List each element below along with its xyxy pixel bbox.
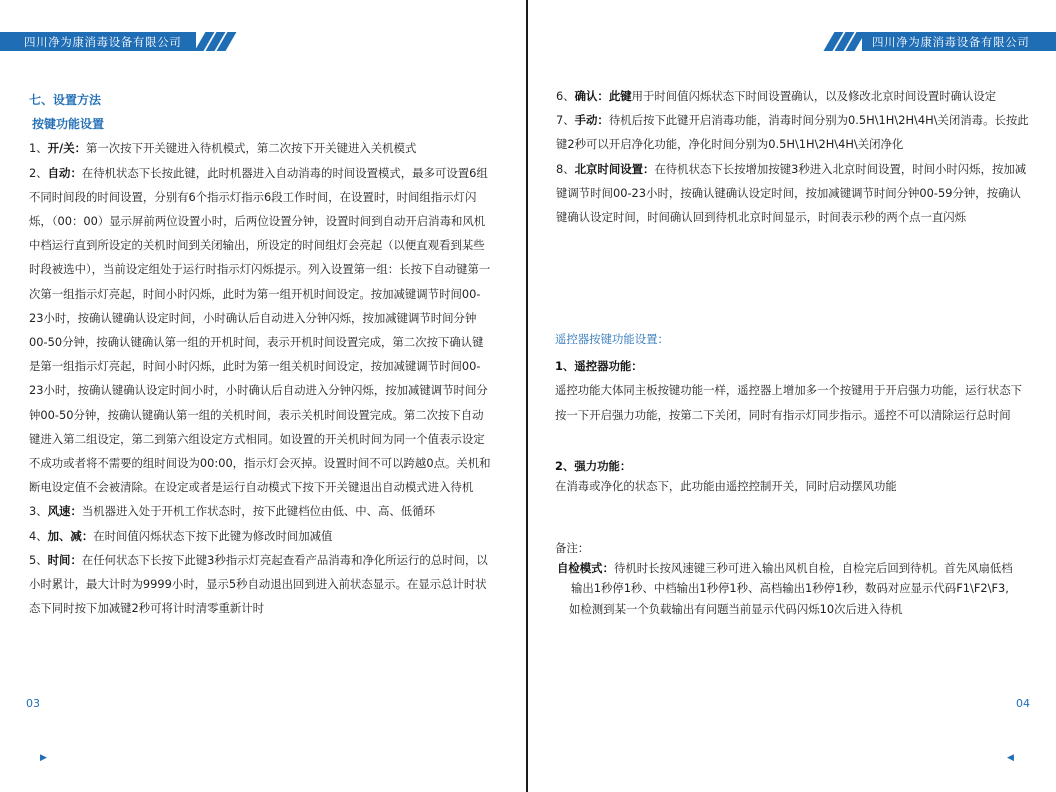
note-line: 自检模式：待机时长按风速键三秒可进入输出风机自检，自检完后回到待机。首先风扇低档 <box>557 561 1013 575</box>
header-bar-left <box>0 32 196 51</box>
header-bar-right <box>862 32 1056 51</box>
section-title: 七、设置方法 <box>29 93 102 107</box>
note-title: 备注： <box>555 541 590 555</box>
subsection-title: 按键功能设置 <box>32 117 105 132</box>
next-page-arrow-icon[interactable]: ▶ <box>40 753 47 763</box>
note-line: 输出1秒停1秒、中档输出1秒停1秒、高档输出1秒停1秒，数码对应显示代码F1\F2\F3, <box>571 581 1009 595</box>
left-page <box>0 0 527 792</box>
page-divider <box>526 0 528 792</box>
right-page <box>529 0 1056 792</box>
list-item: 4、加、减：在时间值闪烁状态下按下此键为修改时间加减值 <box>29 528 333 543</box>
page-number-left: 03 <box>26 697 40 710</box>
note-line: 如检测到某一个负载输出有问题当前显示代码闪烁10次后进入待机 <box>569 602 903 616</box>
list-item: 2、自动：在待机状态下长按此键，此时机器进入自动消毒的时间设置模式，最多可设置6组不同时间段的时间设置，分别有6个指示灯指示6段工作时间，在设置时，时间组指示灯闪烁，（00：00）显示屏前两位设置小时，后两位设置分钟，设置时间到自动开启消毒和风机中档运行直到所设定的关机时间到关闭输出，所设定的时间组灯会亮起（以便直观看到某些时段被选中），当前设定组处于运行时指示灯闪烁提示。列入设置第一组：长按下自动键第一次第一组指示灯亮起，时间小时闪烁，此时为第一组开机时间设定。按加减键调节时间00-23小时，按确认键确认设定时间，小时确认后自动进入分钟闪烁，按加减键调节时间分钟00-50分钟，按确认键确认第一组的开机时间，表示开机时间设置完成，第二次按下确认键是第一组指示灯亮起，时间小时闪烁，此时为第一组关机时间设定，按加减键调节时间00-23小时，按确认键确认设定时间小时，小时确认后自动进入分钟闪烁，按加减键调节时间分钟00-50分钟，按确认键确认第一组的关机时间，表示关机时间设置完成。第二次按下自动键进入第二组设定，第二到第六组设定方式相同。如设置的开关机时间为同一个值表示设定不成功或者将不需要的组时间设为00:00，指示灯会灭掉。设置时间不可以跨越0点。关机和断电设定值不会被清除。在设定或者是运行自动模式下按下开关键退出自动模式进入待机 <box>29 165 491 495</box>
list-item: 8、北京时间设置：在待机状态下长按增加按键3秒进入北京时间设置，时间小时闪烁，按加减键调节时间00-23小时，按确认键确认设定时间，按加减键调节时间分钟00-59分钟，按确认键确认设定时间，时间确认回到待机北京时间显示，时间表示秒的两个点一直闪烁 <box>556 161 1027 225</box>
list-item: 7、手动：待机后按下此键开启消毒功能，消毒时间分别为0.5H\1H\2H\4H\关闭消毒。长按此键2秒可以开启净化功能，净化时间分别为0.5H\1H\2H\4H\关闭净化 <box>556 113 1029 152</box>
list-item: 3、风速：当机器进入处于开机工作状态时，按下此键档位由低、中、高、低循环 <box>29 504 435 519</box>
company-name-right: 四川净为康消毒设备有限公司 <box>872 35 1030 49</box>
list-item: 1、开/关：第一次按下开关键进入待机模式，第二次按下开关键进入关机模式 <box>29 141 417 156</box>
right-content <box>556 84 1031 229</box>
remote-item1-heading: 1、遥控器功能： <box>555 359 643 373</box>
remote-section-title: 遥控器按键功能设置： <box>555 332 669 346</box>
page-number-right: 04 <box>1016 697 1030 710</box>
remote-item2-text: 在消毒或净化的状态下，此功能由遥控控制开关，同时启动摆风功能 <box>555 479 897 493</box>
remote-item2-heading: 2、强力功能： <box>555 459 632 473</box>
list-item: 6、确认：此键用于时间值闪烁状态下时间设置确认，以及修改北京时间设置时确认设定 <box>556 89 997 103</box>
remote-item1-text: 遥控功能大体同主板按键功能一样，遥控器上增加多一个按键用于开启强力功能，运行状态下按一下开启强力功能，按第二下关闭，同时有指示灯同步指示。遥控不可以清除运行总时间 <box>555 383 1023 422</box>
company-name-left: 四川净为康消毒设备有限公司 <box>24 35 182 49</box>
left-content <box>29 88 494 620</box>
list-item: 5、时间：在任何状态下长按下此键3秒指示灯亮起查看产品消毒和净化所运行的总时间，以小时累计，最大计时为9999小时，显示5秒自动退出回到进入前状态显示。在显示总计时状态下同时按下加减键2秒可将计时清零重新计时 <box>29 552 488 616</box>
prev-page-arrow-icon[interactable]: ◀ <box>1007 753 1014 763</box>
